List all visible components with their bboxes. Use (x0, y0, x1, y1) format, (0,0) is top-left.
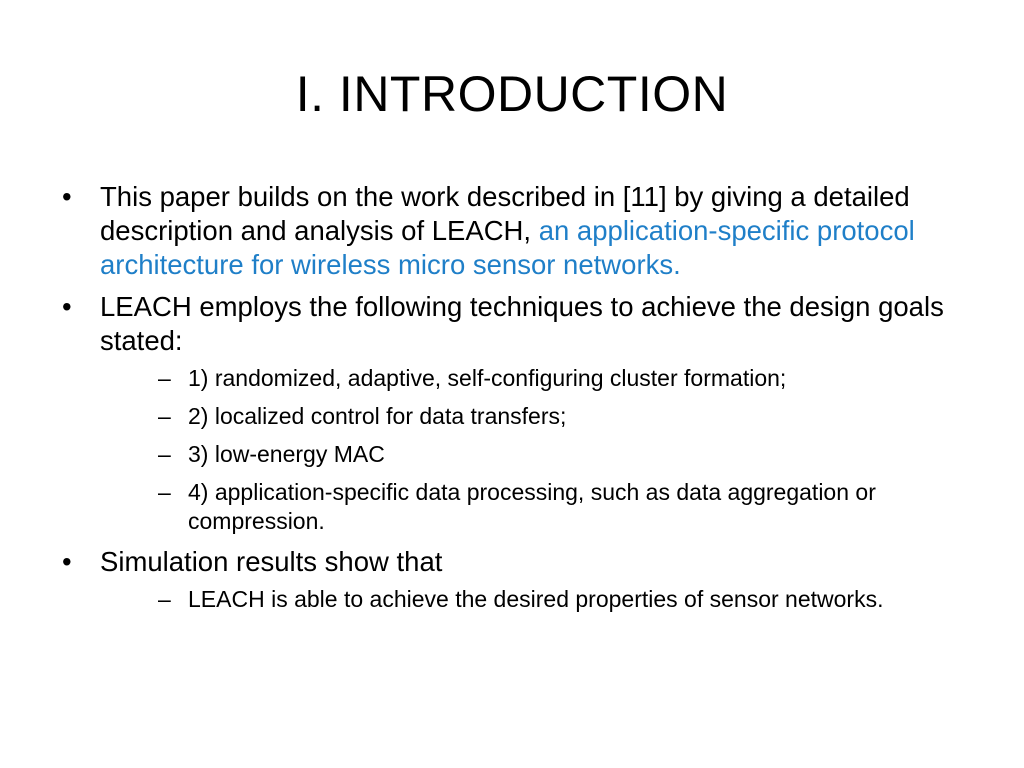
bullet-item-3 (58, 545, 968, 614)
bullet-marker: • (62, 181, 72, 212)
sub-marker: – (158, 479, 171, 505)
sub-marker: – (158, 403, 171, 429)
bullet-marker: • (62, 546, 72, 577)
sub-item-text: 3) low-energy MAC (188, 441, 385, 467)
sub-marker: – (158, 586, 171, 612)
slide-title: I. INTRODUCTION (295, 66, 729, 122)
bullet-marker: • (62, 291, 72, 322)
sub-item-2 (144, 402, 968, 431)
sub-item-3 (144, 440, 968, 469)
bullet-item-2 (58, 290, 968, 536)
sub-item-text: LEACH is able to achieve the desired properties of sensor networks. (188, 586, 884, 612)
sub-item-1 (144, 585, 968, 614)
sub-marker: – (158, 365, 171, 391)
bullet-text: Simulation results show that (100, 546, 443, 577)
sub-item-1 (144, 364, 968, 393)
bullet-item-1 (58, 180, 968, 282)
sub-item-4 (144, 478, 968, 536)
bullet-text: This paper builds on the work described in [11] by giving a detailed description and analysis of LEACH, (100, 181, 910, 246)
sub-list (100, 364, 968, 536)
sub-item-text: 1) randomized, adaptive, self-configuring cluster formation; (188, 365, 787, 391)
highlighted-text: an application-specific protocol architecture for wireless micro sensor networks. (100, 215, 915, 280)
sub-marker: – (158, 441, 171, 467)
sub-item-text: 2) localized control for data transfers; (188, 403, 567, 429)
slide-content (58, 180, 968, 623)
sub-list (100, 585, 968, 614)
sub-item-text: 4) application-specific data processing, such as data aggregation or compression. (188, 479, 876, 534)
bullet-text: LEACH employs the following techniques to achieve the design goals stated: (100, 291, 944, 356)
